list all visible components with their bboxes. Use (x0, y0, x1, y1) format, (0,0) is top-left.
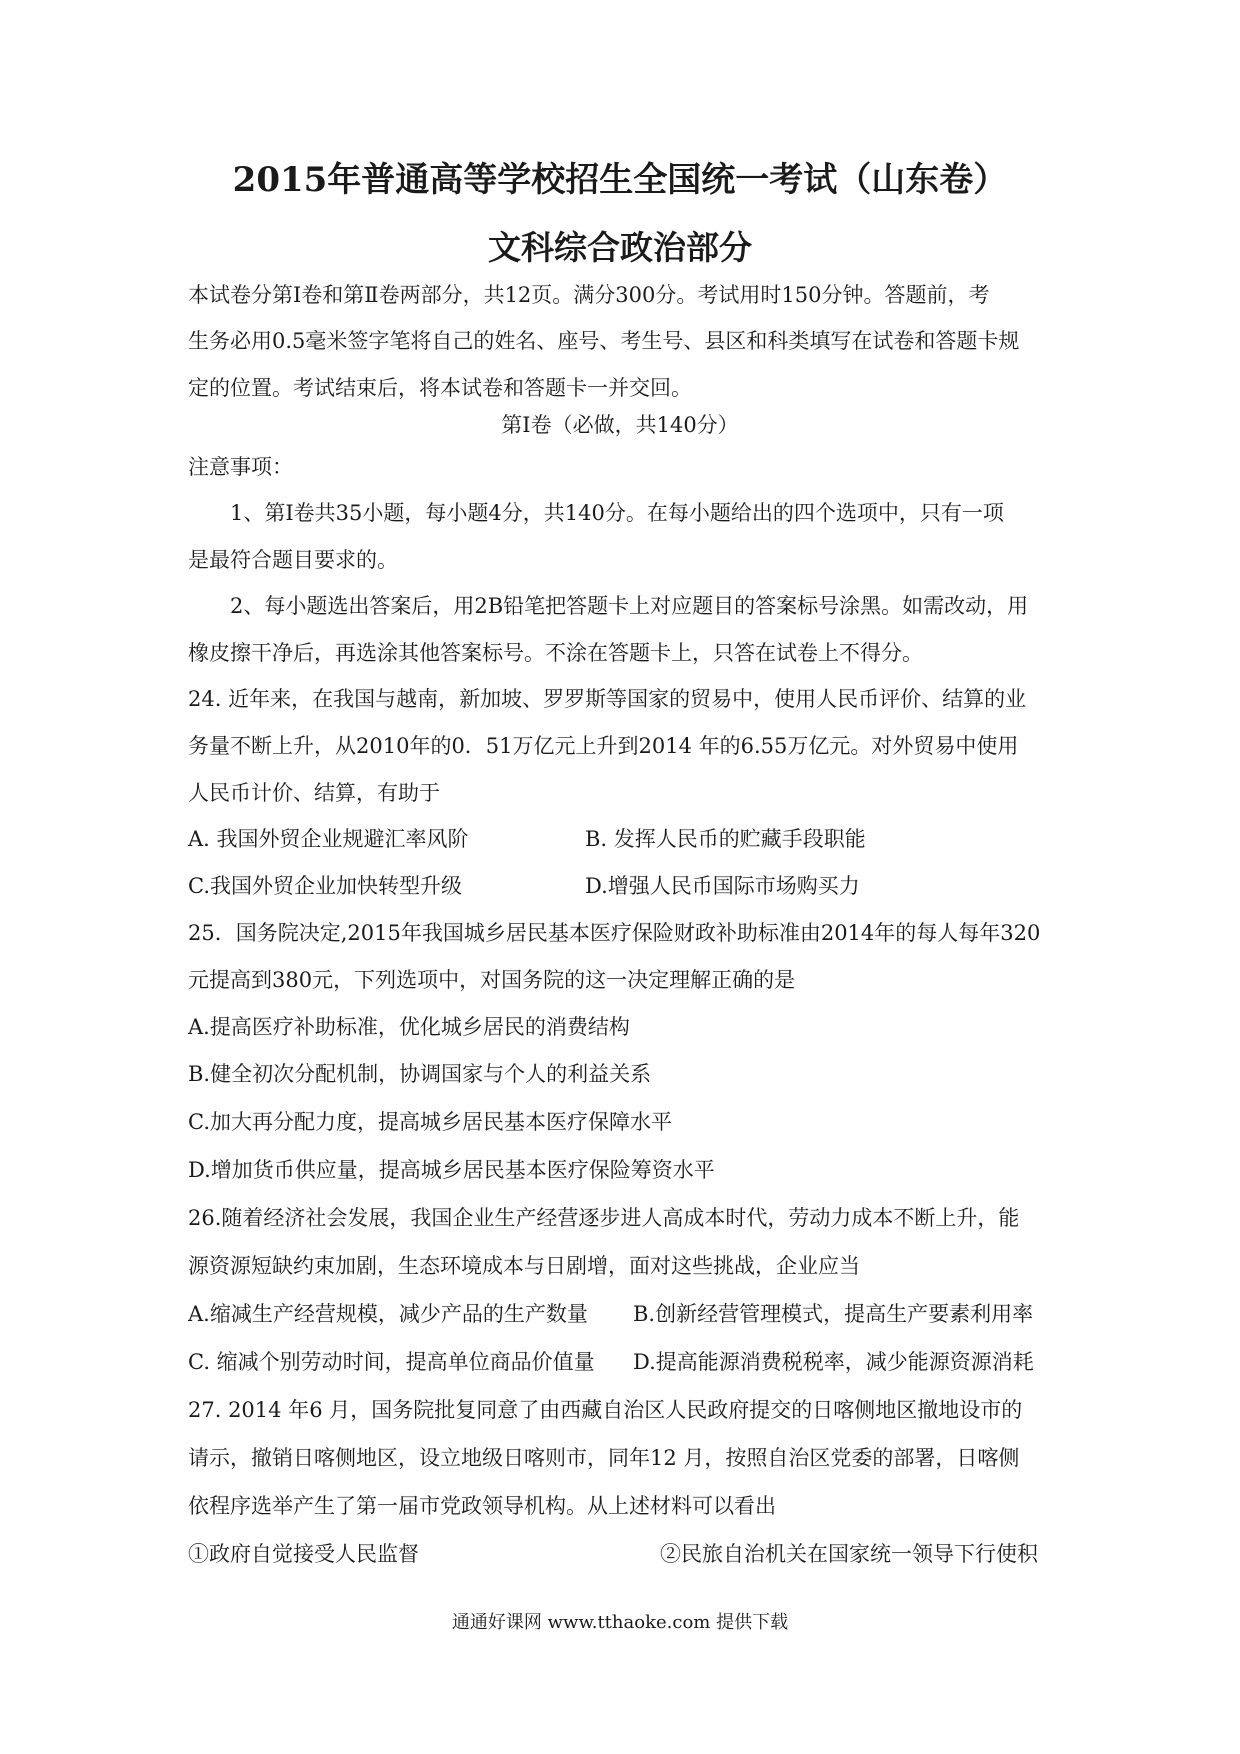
question-27-stem: 依程序选举产生了第一届市党政领导机构。从上述材料可以看出 (188, 1494, 776, 1518)
question-24-stem: 24. 近年来，在我国与越南，新加坡、罗罗斯等国家的贸易中，使用人民币评价、结算的业 (188, 687, 1027, 711)
question-27-stem: 27. 2014 年6 月，国务院批复同意了由西藏自治区人民政府提交的日喀侧地区撤地设市的 (188, 1398, 1023, 1422)
footer-source: 通通好课网 www.tthaoke.com 提供下载 (451, 1612, 789, 1633)
question-25-stem: 25．国务院决定,2015年我国城乡居民基本医疗保险财政补助标准由2014年的每人每年320 (188, 921, 1041, 945)
intro-line: 本试卷分第Ⅰ卷和第Ⅱ卷两部分，共12页。满分300分。考试用时150分钟。答题前，考 (188, 283, 990, 307)
page-subtitle: 文科综合政治部分 (488, 228, 752, 267)
question-26-option-d: D.提高能源消费税税率，减少能源资源消耗 (633, 1350, 1034, 1374)
question-26-stem: 源资源短缺约束加剧，生态环境成本与日剧增，面对这些挑战，企业应当 (188, 1254, 860, 1278)
question-24-option-d: D.增强人民币国际市场购买力 (585, 874, 860, 898)
note-line: 1、第Ⅰ卷共35小题，每小题4分，共140分。在每小题给出的四个选项中，只有一项 (230, 501, 1004, 525)
section-heading: 第Ⅰ卷（必做，共140分） (501, 413, 739, 437)
note-line: 橡皮擦干净后，再选涂其他答案标号。不涂在答题卡上，只答在试卷上不得分。 (188, 641, 923, 665)
question-24-option-a: A. 我国外贸企业规避汇率风阶 (188, 827, 469, 851)
question-27-option-1: ①政府自觉接受人民监督 (188, 1542, 419, 1566)
question-27-option-2: ②民旅自治机关在国家统一领导下行使积 (660, 1542, 1038, 1566)
question-24-stem: 人民币计价、结算，有助于 (188, 781, 440, 805)
note-line: 2、每小题选出答案后，用2B铅笔把答题卡上对应题目的答案标号涂黑。如需改动，用 (230, 594, 1029, 618)
question-26-option-a: A.缩减生产经营规模，减少产品的生产数量 (188, 1302, 588, 1326)
question-27-stem: 请示，撤销日喀侧地区，设立地级日喀则市，同年12 月，按照自治区党委的部署，日喀侧 (188, 1446, 1020, 1470)
question-24-stem: 务量不断上升，从2010年的0．51万亿元上升到2014 年的6.55万亿元。对外贸易中使用 (188, 734, 1019, 758)
question-26-option-c: C. 缩减个别劳动时间，提高单位商品价值量 (188, 1350, 595, 1374)
question-24-option-b: B. 发挥人民币的贮藏手段职能 (585, 827, 866, 851)
question-25-option-d: D.增加货币供应量，提高城乡居民基本医疗保险筹资水平 (188, 1158, 715, 1182)
question-25-stem: 元提高到380元，下列选项中，对国务院的这一决定理解正确的是 (188, 968, 796, 992)
intro-line: 生务必用0.5毫米签字笔将自己的姓名、座号、考生号、县区和科类填写在试卷和答题卡规 (188, 329, 1020, 353)
question-26-stem: 26.随着经济社会发展，我国企业生产经营逐步进人高成本时代，劳动力成本不断上升，能 (188, 1206, 1020, 1230)
question-25-option-a: A.提高医疗补助标准，优化城乡居民的消费结构 (188, 1015, 630, 1039)
notes-heading: 注意事项： (188, 455, 293, 479)
intro-line: 定的位置。考试结束后，将本试卷和答题卡一并交回。 (188, 376, 692, 400)
question-26-option-b: B.创新经营管理模式，提高生产要素利用率 (633, 1302, 1034, 1326)
question-25-option-b: B.健全初次分配机制，协调国家与个人的利益关系 (188, 1062, 652, 1086)
question-25-option-c: C.加大再分配力度，提高城乡居民基本医疗保障水平 (188, 1110, 672, 1134)
page-title: 2015年普通高等学校招生全国统一考试（山东卷） (232, 160, 1008, 200)
question-24-option-c: C.我国外贸企业加快转型升级 (188, 874, 462, 898)
note-line: 是最符合题目要求的。 (188, 548, 398, 572)
